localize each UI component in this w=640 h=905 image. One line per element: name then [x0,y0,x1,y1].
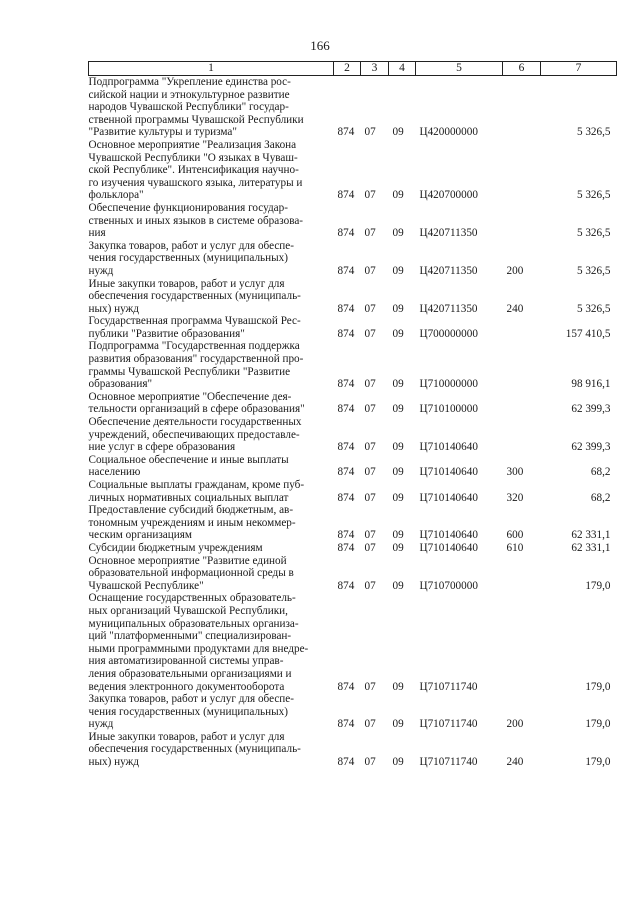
amount: 62 331,1 [571,541,611,554]
row-name-line: ведения электронного документооборота [88,680,285,693]
row-name-line: ской Республике". Интенсификация научно- [88,164,299,177]
ministry-code: 874 [337,541,355,554]
row-name-line: ние услуг в сфере образования [88,441,236,454]
row-name-line: нужд [88,264,114,277]
row-name [89,391,334,416]
target-article-code: Ц710000000 [419,378,478,391]
subsection-code: 09 [392,189,404,202]
table-row [89,416,617,454]
table-row [89,592,617,693]
table-row [89,504,617,542]
expense-type-code [503,202,541,240]
ministry-code: 874 [337,680,355,693]
row-name-line: Иные закупки товаров, работ и услуг для [88,277,285,290]
column-header-5: 5 [416,62,503,76]
section-code: 07 [364,579,376,592]
row-name-line: населению [88,466,141,479]
expense-type-code [503,315,541,340]
subsection-code: 09 [392,491,404,504]
amount: 179,0 [585,680,611,693]
expense-type-code: 240 [506,756,524,769]
ministry-code: 874 [337,189,355,202]
amount: 5 326,5 [576,227,611,240]
row-name [89,278,334,316]
row-name-line: "Развитие культуры и туризма" [88,126,237,139]
ministry-code: 874 [337,227,355,240]
row-name [89,555,334,593]
expense-type-code: 300 [506,466,524,479]
row-name-line: Государственная программа Чувашской Рес- [88,315,301,328]
amount: 62 399,3 [571,441,611,454]
row-name-line: ных) нужд [88,756,139,769]
subsection-code: 09 [392,264,404,277]
row-name-line: Иные закупки товаров, работ и услуг для [88,730,285,743]
row-name-line: ческим организациям [88,529,192,542]
ministry-code: 874 [337,466,355,479]
target-article-code: Ц700000000 [419,327,478,340]
expense-type-code: 200 [506,718,524,731]
row-name-line: го изучения чувашского языка, литературы и [88,176,303,189]
row-name [89,139,334,202]
subsection-code: 09 [392,541,404,554]
row-name-line: Субсидии бюджетным учреждениям [88,541,263,554]
ministry-code: 874 [337,579,355,592]
expense-type-code: 200 [506,264,524,277]
row-name-line: нужд [88,718,114,731]
subsection-code: 09 [392,756,404,769]
subsection-code: 09 [392,680,404,693]
subsection-code: 09 [392,302,404,315]
row-name-line: Основное мероприятие "Реализация Закона [88,138,297,151]
row-name-line: обеспечения государственных (муниципаль- [88,743,301,756]
section-code: 07 [364,466,376,479]
row-name-line: народов Чувашской Республики" государ- [88,101,289,114]
target-article-code: Ц420000000 [419,126,478,139]
page-number: 166 [310,38,330,53]
row-name-line: Основное мероприятие "Развитие единой [88,554,287,567]
row-name [89,340,334,390]
row-name-line: сийской нации и этнокультурное развитие [88,88,290,101]
row-name-line: публики "Развитие образования" [88,327,245,340]
table-row [89,278,617,316]
amount: 68,2 [590,466,611,479]
column-header-6: 6 [503,62,541,76]
amount: 5 326,5 [576,189,611,202]
target-article-code: Ц710711740 [419,680,478,693]
row-name-line: Закупка товаров, работ и услуг для обеспе- [88,239,294,252]
row-name-line: образовательной информационной среды в [88,567,294,580]
section-code: 07 [364,680,376,693]
row-name [89,542,334,555]
target-article-code: Ц710140640 [419,441,478,454]
amount: 5 326,5 [576,302,611,315]
expense-type-code [503,555,541,593]
budget-table [88,61,617,769]
column-header-7: 7 [541,62,617,76]
row-name [89,731,334,769]
section-code: 07 [364,541,376,554]
table-row [89,240,617,278]
row-name [89,592,334,693]
table-row [89,76,617,139]
row-name [89,693,334,731]
subsection-code: 09 [392,126,404,139]
section-code: 07 [364,302,376,315]
ministry-code: 874 [337,403,355,416]
target-article-code: Ц710711740 [419,718,478,731]
table-row [89,693,617,731]
row-name-line: образования" [88,378,153,391]
table-row [89,340,617,390]
row-name-line: муниципальных образовательных организа- [88,617,299,630]
target-article-code: Ц710140640 [419,491,478,504]
column-header-4: 4 [389,62,416,76]
column-header-1: 1 [89,62,334,76]
target-article-code: Ц710140640 [419,529,478,542]
row-name [89,479,334,504]
expense-type-code [503,340,541,390]
ministry-code: 874 [337,718,355,731]
expense-type-code [503,416,541,454]
amount: 179,0 [585,579,611,592]
row-name-line: Предоставление субсидий бюджетным, ав- [88,504,294,517]
target-article-code: Ц420700000 [419,189,478,202]
ministry-code: 874 [337,756,355,769]
table-header-row [89,62,617,76]
section-code: 07 [364,756,376,769]
ministry-code: 874 [337,126,355,139]
row-name-line: Социальное обеспечение и иные выплаты [88,453,289,466]
row-name-line: Социальные выплаты гражданам, кроме пуб- [88,479,305,491]
section-code: 07 [364,718,376,731]
table-row [89,731,617,769]
row-name-line: Подпрограмма "Государственная поддержка [88,340,300,353]
row-name-line: ления образовательными организациями и [88,667,292,680]
expense-type-code: 600 [506,529,524,542]
column-header-2: 2 [334,62,361,76]
table-row [89,479,617,504]
row-name-line: чения государственных (муниципальных) [88,252,288,265]
section-code: 07 [364,491,376,504]
row-name-line: ций "платформенными" специализирован- [88,630,292,643]
table-row [89,542,617,555]
expense-type-code [503,76,541,139]
section-code: 07 [364,378,376,391]
table-row [89,555,617,593]
expense-type-code [503,592,541,693]
row-name-line: Обеспечение функционирования государ- [88,201,288,214]
row-name-line: ственных и иных языков в системе образова- [88,214,304,227]
ministry-code: 874 [337,491,355,504]
row-name [89,504,334,542]
row-name-line: ния автоматизированной системы управ- [88,655,284,668]
row-name-line: чения государственных (муниципальных) [88,705,288,718]
ministry-code: 874 [337,302,355,315]
row-name-line: Основное мероприятие "Обеспечение дея- [88,390,292,403]
table-row [89,315,617,340]
row-name-line: Чувашской Республики "О языках в Чуваш- [88,151,298,164]
table-row [89,139,617,202]
row-name-line: ных) нужд [88,302,139,315]
row-name-line: Оснащение государственных образователь- [88,592,296,605]
section-code: 07 [364,227,376,240]
target-article-code: Ц710140640 [419,466,478,479]
row-name-line: личных нормативных социальных выплат [88,491,289,504]
ministry-code: 874 [337,529,355,542]
row-name-line: ственной программы Чувашской Республики [88,113,304,126]
row-name-line: обеспечения государственных (муниципаль- [88,290,301,303]
section-code: 07 [364,264,376,277]
subsection-code: 09 [392,327,404,340]
target-article-code: Ц420711350 [419,264,478,277]
ministry-code: 874 [337,441,355,454]
row-name [89,454,334,479]
amount: 62 399,3 [571,403,611,416]
target-article-code: Ц710711740 [419,756,478,769]
column-header-3: 3 [361,62,389,76]
row-name [89,76,334,139]
amount: 179,0 [585,718,611,731]
ministry-code: 874 [337,378,355,391]
row-name-line: развития образования" государственной про- [88,353,304,366]
expense-type-code: 320 [506,491,524,504]
amount: 179,0 [585,756,611,769]
row-name-line: фольклора" [88,189,144,202]
row-name-line: Чувашской Республике" [88,579,204,592]
table-row [89,454,617,479]
expense-type-code [503,139,541,202]
row-name-line: тономным учреждениям и иным некоммер- [88,516,296,529]
section-code: 07 [364,126,376,139]
expense-type-code [503,391,541,416]
subsection-code: 09 [392,718,404,731]
row-name-line: ния [88,227,106,240]
amount: 5 326,5 [576,264,611,277]
expense-type-code: 240 [506,302,524,315]
target-article-code: Ц710700000 [419,579,478,592]
row-name-line: тельности организаций в сфере образования" [88,403,305,416]
row-name-line: ных организаций Чувашской Республики, [88,604,288,617]
table-row [89,391,617,416]
ministry-code: 874 [337,264,355,277]
amount: 5 326,5 [576,126,611,139]
row-name [89,416,334,454]
amount: 62 331,1 [571,529,611,542]
row-name-line: учреждений, обеспечивающих предоставле- [88,428,300,441]
subsection-code: 09 [392,378,404,391]
subsection-code: 09 [392,403,404,416]
subsection-code: 09 [392,227,404,240]
row-name-line: граммы Чувашской Республики "Развитие [88,365,291,378]
target-article-code: Ц710100000 [419,403,478,416]
target-article-code: Ц420711350 [419,302,478,315]
section-code: 07 [364,441,376,454]
target-article-code: Ц420711350 [419,227,478,240]
table-row [89,202,617,240]
amount: 68,2 [590,491,611,504]
expense-type-code: 610 [506,541,524,554]
section-code: 07 [364,189,376,202]
row-name-line: Подпрограмма "Укрепление единства рос- [88,76,291,88]
row-name [89,240,334,278]
section-code: 07 [364,327,376,340]
row-name [89,202,334,240]
row-name-line: Обеспечение деятельности государственных [88,416,302,429]
amount: 98 916,1 [571,378,611,391]
subsection-code: 09 [392,441,404,454]
section-code: 07 [364,403,376,416]
row-name [89,315,334,340]
section-code: 07 [364,529,376,542]
target-article-code: Ц710140640 [419,541,478,554]
subsection-code: 09 [392,529,404,542]
row-name-line: ными программными продуктами для внедре- [88,642,309,655]
ministry-code: 874 [337,327,355,340]
subsection-code: 09 [392,466,404,479]
row-name-line: Закупка товаров, работ и услуг для обеспе- [88,693,294,706]
subsection-code: 09 [392,579,404,592]
amount: 157 410,5 [565,327,611,340]
